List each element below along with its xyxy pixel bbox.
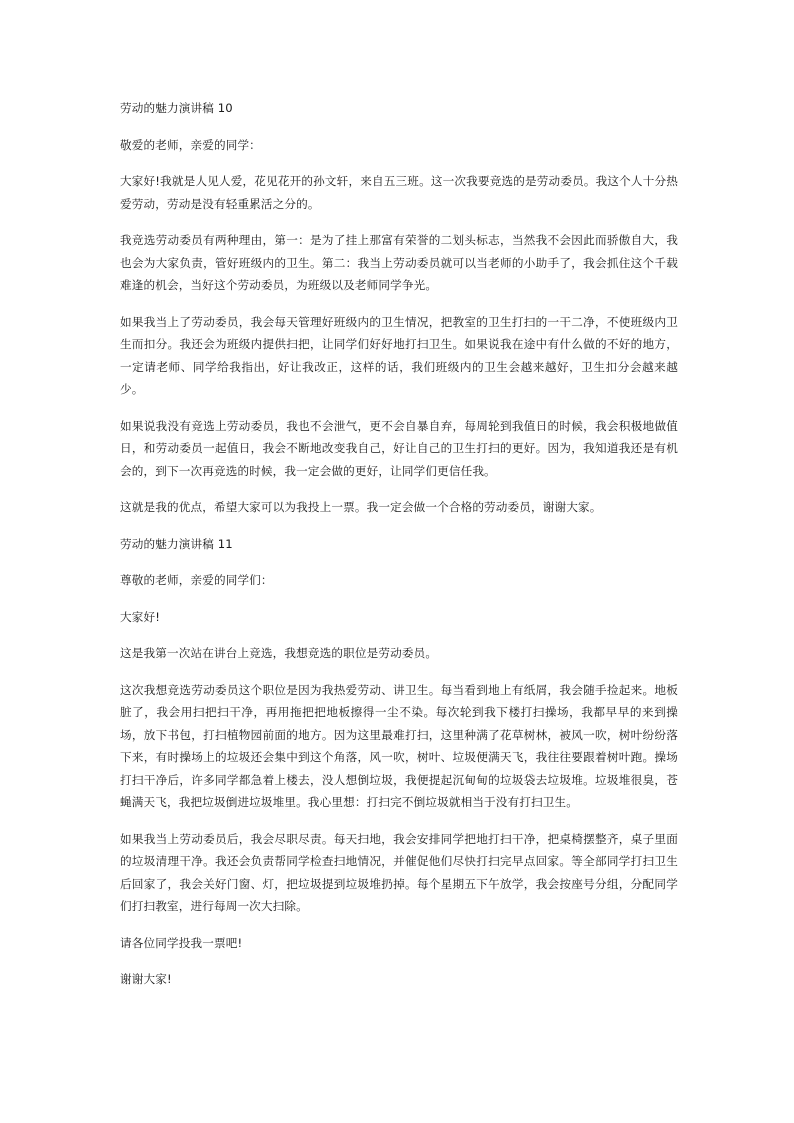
paragraph: 我竞选劳动委员有两种理由，第一：是为了挂上那富有荣誉的二划头标志，当然我不会因此而骄傲自大，我也会为大家负责，管好班级内的卫生。第二：我当上劳动委员就可以当老师的小助手了，我会抓住这个千载难逢的机会，当好这个劳动委员，为班级以及老师同学争光。: [120, 233, 678, 292]
paragraph: 谢谢大家!: [120, 972, 172, 986]
paragraph: 请各位同学投我一票吧!: [120, 935, 243, 950]
paragraph: 大家好!: [120, 609, 161, 624]
greeting: 尊敬的老师，亲爱的同学们：: [120, 573, 273, 587]
section-title: 劳动的魅力演讲稿 10: [120, 101, 233, 115]
paragraph: 大家好!我就是人见人爱，花见花开的孙文轩，来自五三班。这一次我要竞选的是劳动委员。我这个人十分热爱劳动，劳动是没有轻重累活之分的。: [120, 174, 678, 211]
paragraph: 这次我想竞选劳动委员这个职位是因为我热爱劳动、讲卫生。每当看到地上有纸屑，我会随手捡起来。地板脏了，我会用扫把扫干净，再用拖把把地板擦得一尘不染。每次轮到我下楼打扫操场，我都早早的来到操场，放下书包，打扫植物园前面的地方。因为这里最难打扫，这里种满了花草树林，被风一吹，树叶纷纷落下来，有时操场上的垃圾还会集中到这个角落，风一吹，树叶、垃圾便满天飞，我往往要跟着树叶跑。操场打扫干净后，许多同学都急着上楼去，没人想倒垃圾，我便提起沉甸甸的垃圾袋去垃圾堆。垃圾堆很臭，苍蝇满天飞，我把垃圾倒进垃圾堆里。我心里想：打扫完不倒垃圾就相当于没有打扫卫生。: [120, 682, 678, 809]
section-title: 劳动的魅力演讲稿 11: [120, 536, 233, 551]
paragraph: 如果说我没有竞选上劳动委员，我也不会泄气，更不会自暴自弃，每周轮到我值日的时候，我会积极地做值日，和劳动委员一起值日，我会不断地改变我自己，好让自己的卫生打扫的更好。因为，我知道我还是有机会的，到下一次再竞选的时候，我一定会做的更好，让同学们更信任我。: [120, 418, 678, 478]
paragraph: 这就是我的优点，希望大家可以为我投上一票。我一定会做一个合格的劳动委员，谢谢大家。: [120, 500, 602, 514]
greeting: 敬爱的老师，亲爱的同学：: [120, 137, 261, 152]
paragraph: 这是我第一次站在讲台上竞选，我想竞选的职位是劳动委员。: [120, 646, 438, 660]
paragraph: 如果我当上劳动委员后，我会尽职尽责。每天扫地，我会安排同学把地打扫干净，把桌椅摆整齐，桌子里面的垃圾清理干净。我还会负责帮同学检查扫地情况，并催促他们尽快打扫完早点回家。等全部同学打扫卫生后回家了，我会关好门窗、灯，把垃圾提到垃圾堆扔掉。每个星期五下午放学，我会按座号分组，分配同学们打扫教室，进行每周一次大扫除。: [120, 831, 678, 913]
paragraph: 如果我当上了劳动委员，我会每天管理好班级内的卫生情况，把教室的卫生打扫的一干二净，不使班级内卫生而扣分。我还会为班级内提供扫把，让同学们好好地打扫卫生。如果说我在途中有什么做的不好的地方，一定请老师、同学给我指出，好让我改正，这样的话，我们班级内的卫生会越来越好，卫生扣分会越来越少。: [120, 314, 678, 396]
document-page: [120, 97, 678, 991]
